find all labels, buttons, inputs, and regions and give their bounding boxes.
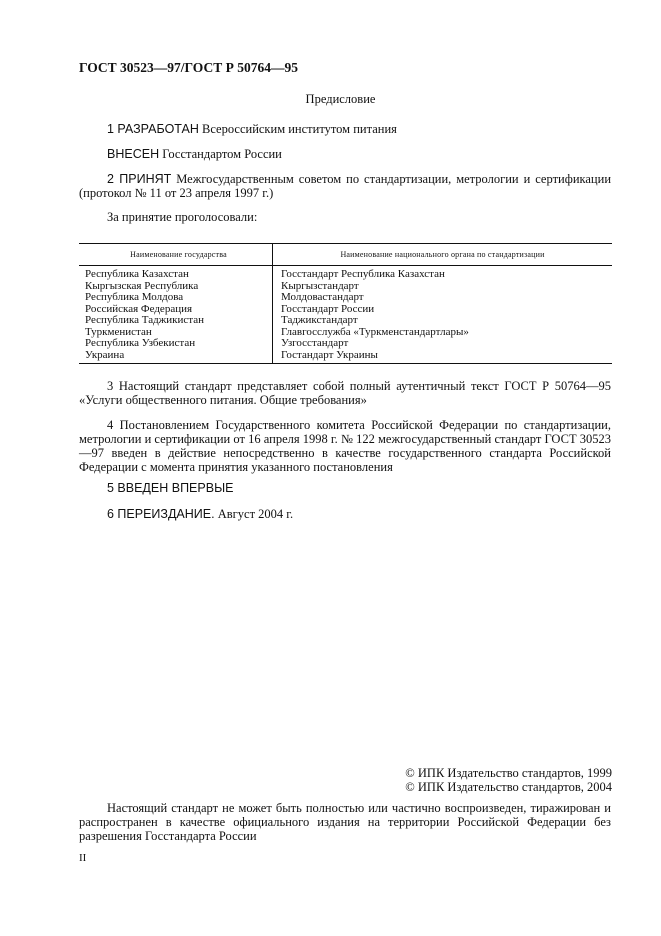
- copyright-line: © ИПК Издательство стандартов, 2004: [405, 780, 612, 794]
- standards-body-name: Молдовастандарт: [281, 291, 364, 303]
- standards-body-name: Госстандарт Республика Казахстан: [281, 268, 445, 280]
- standards-body-name: Госстандарт России: [281, 302, 375, 315]
- paragraph-1-text: Всероссийским институтом питания: [202, 122, 397, 136]
- copyright-block: [400, 766, 612, 794]
- state-name: Украина: [85, 348, 125, 361]
- state-name: Республика Узбекистан: [85, 337, 196, 349]
- section-title: Предисловие: [305, 92, 376, 106]
- table-header-row: [79, 244, 612, 266]
- standards-body-list: [273, 266, 613, 364]
- paragraph-2-lead: 2 ПРИНЯТ: [107, 172, 172, 186]
- copyright-line: © ИПК Издательство стандартов, 1999: [405, 766, 612, 780]
- document-header: ГОСТ 30523—97/ГОСТ Р 50764—95: [79, 60, 298, 75]
- standards-body-name: Кыргызстандарт: [281, 279, 359, 292]
- table-header-body: Наименование национального органа по стандартизации: [273, 244, 613, 266]
- state-list: [79, 266, 273, 364]
- paragraph-2: [79, 172, 611, 200]
- paragraph-1-lead: 1 РАЗРАБОТАН: [107, 122, 199, 136]
- reproduction-notice: Настоящий стандарт не может быть полностью или частично воспроизведен, тиражирован и распространен в качестве официального издания на территории Российской Федерации без разрешения Госстандарта России: [79, 801, 611, 843]
- paragraph-3: 3 Настоящий стандарт представляет собой полный аутентичный текст ГОСТ Р 50764—95 «Услуги общественного питания. Общие требования»: [79, 379, 611, 407]
- standards-body-name: Гостандарт Украины: [281, 348, 378, 361]
- paragraph-1: [79, 122, 611, 136]
- paragraph-5: 5 ВВЕДЕН ВПЕРВЫЕ: [107, 481, 234, 495]
- table-row: [79, 266, 612, 364]
- state-name: Туркменистан: [85, 325, 152, 338]
- page-number: II: [79, 852, 87, 864]
- paragraph-vnesen-text: Госстандартом России: [162, 147, 282, 161]
- voting-table: [79, 243, 612, 364]
- standards-body-name: Главгосслужба «Туркменстандартлары»: [281, 325, 469, 338]
- standards-body-name: Узгосстандарт: [281, 337, 349, 349]
- state-name: Российская Федерация: [85, 302, 193, 315]
- state-name: Кыргызская Республика: [85, 279, 199, 292]
- state-name: Республика Казахстан: [85, 268, 189, 280]
- table-header-state: Наименование государства: [79, 244, 273, 266]
- standards-body-name: Таджикстандарт: [281, 314, 358, 326]
- paragraph-vnesen-lead: ВНЕСЕН: [107, 147, 160, 161]
- state-name: Республика Таджикистан: [85, 314, 204, 326]
- state-name: Республика Молдова: [85, 291, 184, 303]
- paragraph-6-lead: 6 ПЕРЕИЗДАНИЕ.: [107, 507, 215, 521]
- paragraph-4: 4 Постановлением Государственного комитета Российской Федерации по стандартизации, метрологии и сертификации от 16 апреля 1998 г. № 122 межгосударственный стандарт ГОСТ 30523—97 введен в действие непосредственно в качестве государственного стандарта Российской Федерации с момента принятия указанного постановления: [79, 418, 611, 474]
- paragraph-6: [79, 507, 611, 521]
- paragraph-vnesen: [79, 147, 611, 161]
- paragraph-6-text: Август 2004 г.: [217, 507, 294, 521]
- paragraph-vote: За принятие проголосовали:: [107, 210, 258, 224]
- paragraph-2-text: Межгосударственным советом по стандартизации, метрологии и сертификации (протокол № 11 от 23 апреля 1997 г.): [79, 172, 612, 200]
